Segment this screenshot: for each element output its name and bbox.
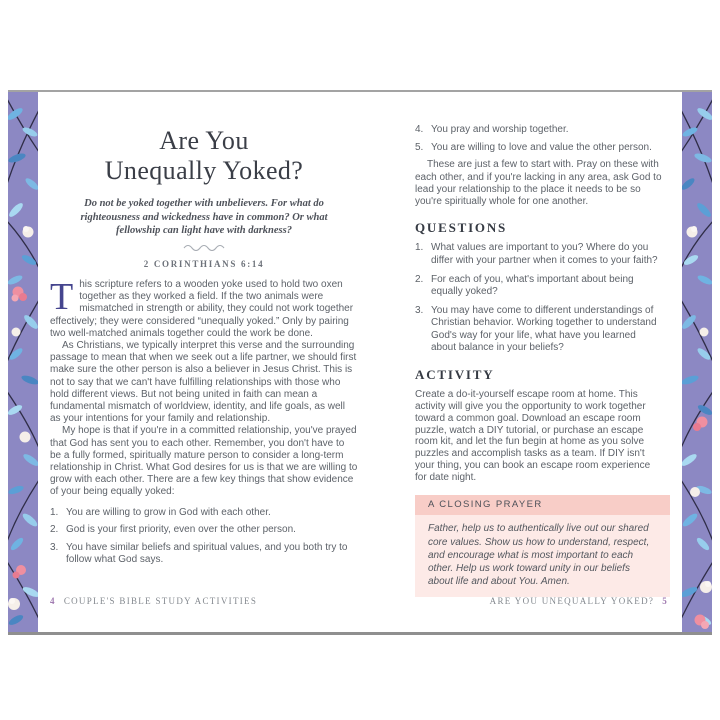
question-number: 1. — [415, 242, 424, 254]
left-page-number: 4 — [50, 596, 56, 606]
closing-prayer-box — [415, 495, 670, 598]
list-item-number: 3. — [50, 541, 59, 553]
list-item — [50, 507, 358, 519]
question-text: For each of you, what's important about being equally yoked? — [431, 273, 634, 298]
question-text: You may have come to different understandings of Christian behavior. Working together to understand God's way for your life, what have you learned about balance in your beliefs? — [431, 305, 657, 353]
left-footer-label: COUPLE'S BIBLE STUDY ACTIVITIES — [63, 596, 258, 606]
activity-paragraph: Create a do-it-yourself escape room at home. This activity will give you the opportunity to work together toward a common goal. Download an escape room puzzle, watch a DIY tutorial, or purchase an escape room kit, and let the fun begin at home as you solve puzzles and accomplish tasks as a team. If DIY isn't your thing, you can book an escape room experience for date night. — [415, 389, 651, 483]
body-paragraph-1 — [50, 275, 358, 340]
floral-border-right-icon — [682, 92, 712, 632]
right-footer-label: ARE YOU UNEQUALLY YOKED? — [489, 596, 655, 606]
drop-cap: T — [50, 275, 74, 318]
question-item — [415, 274, 663, 298]
list-item — [50, 524, 358, 536]
question-number: 3. — [415, 305, 424, 317]
list-item-text: God is your first priority, even over the other person. — [66, 524, 296, 536]
question-number: 2. — [415, 273, 424, 285]
left-page-footer — [50, 596, 257, 606]
list-item-number: 5. — [415, 141, 424, 153]
list-item-text: You are willing to grow in God with each other. — [66, 506, 271, 518]
list-item — [415, 142, 663, 154]
list-item-text: You are willing to love and value the other person. — [431, 141, 652, 153]
list-item — [415, 124, 663, 136]
floral-border-left-icon — [8, 92, 38, 632]
activity-heading: ACTIVITY — [415, 367, 495, 383]
closing-body-paragraph: These are just a few to start with. Pray on these with each other, and if you're lacking in any area, ask God to lead your relationship to the place it needs to be so you're spiritually whole for one another. — [415, 159, 662, 208]
wavy-divider-icon — [50, 243, 358, 255]
right-page-footer — [490, 596, 668, 606]
body-paragraph-1-text: his scripture refers to a wooden yoke used to hold two oxen together as they worked a field. If the two animals were mismatched in strength or ability, they could not work together effectively; they were considered “unequally yoked.” Only by pairing two well-matched animals together could the work be done. — [50, 278, 354, 339]
chapter-title-line2: Unequally Yoked? — [104, 156, 304, 185]
list-item-number: 4. — [415, 124, 424, 135]
list-item-number: 2. — [50, 524, 59, 536]
list-item-text: You pray and worship together. — [431, 124, 569, 135]
chapter-title — [50, 126, 358, 186]
list-item-number: 1. — [50, 506, 59, 518]
scripture-epigraph: Do not be yoked together with unbelievers. For what do righteousness and wickedness have in common? Or what fellowship can light have with darkness? — [80, 198, 328, 236]
left-page — [50, 92, 358, 572]
body-paragraph-2: As Christians, we typically interpret this verse and the surrounding passage to mean that when we seek out a life partner, we should first make sure the other person is also a believer in Jesus Christ. This is not to say that we can't have fulfilling relationships with those who hold different views. But not being united in faith can mean a fundamental mismatch of worldview, identity, and life goals, as well as your intentions for your family and relationship. — [50, 339, 357, 425]
question-text: What values are important to you? Where do you differ with your partner when it comes to your faith? — [431, 242, 658, 266]
closing-prayer-text: Father, help us to authentically live out our shared core values. Show us how to understand, respect, and encourage what is most important to each other. Help us work toward unity in our beliefs about life and about You. Amen. — [415, 515, 670, 597]
body-paragraph-3: My hope is that if you're in a committed relationship, you've prayed that God has sent you to each other. Remember, you don't have to be a fully formed, spiritually mature person to consider a long-term relationship in Christ. What God desires for us is that we are willing to grow with each other. There are a few key things that show evidence of your being equally yoked: — [50, 425, 358, 498]
questions-list — [415, 242, 663, 354]
right-page-number: 5 — [662, 596, 668, 606]
evidence-list-continued — [415, 124, 663, 154]
closing-prayer-heading: A CLOSING PRAYER — [415, 495, 670, 516]
right-page — [415, 92, 663, 597]
evidence-list — [50, 507, 358, 567]
book-spread — [8, 90, 712, 635]
verse-reference: 2 CORINTHIANS 6:14 — [143, 258, 265, 269]
chapter-title-line1: Are You — [159, 126, 249, 155]
question-item — [415, 242, 663, 266]
question-item — [415, 305, 663, 354]
list-item — [50, 542, 358, 566]
list-item-text: You have similar beliefs and spiritual values, and you both try to follow what God says. — [66, 541, 348, 566]
questions-heading: QUESTIONS — [415, 220, 508, 236]
